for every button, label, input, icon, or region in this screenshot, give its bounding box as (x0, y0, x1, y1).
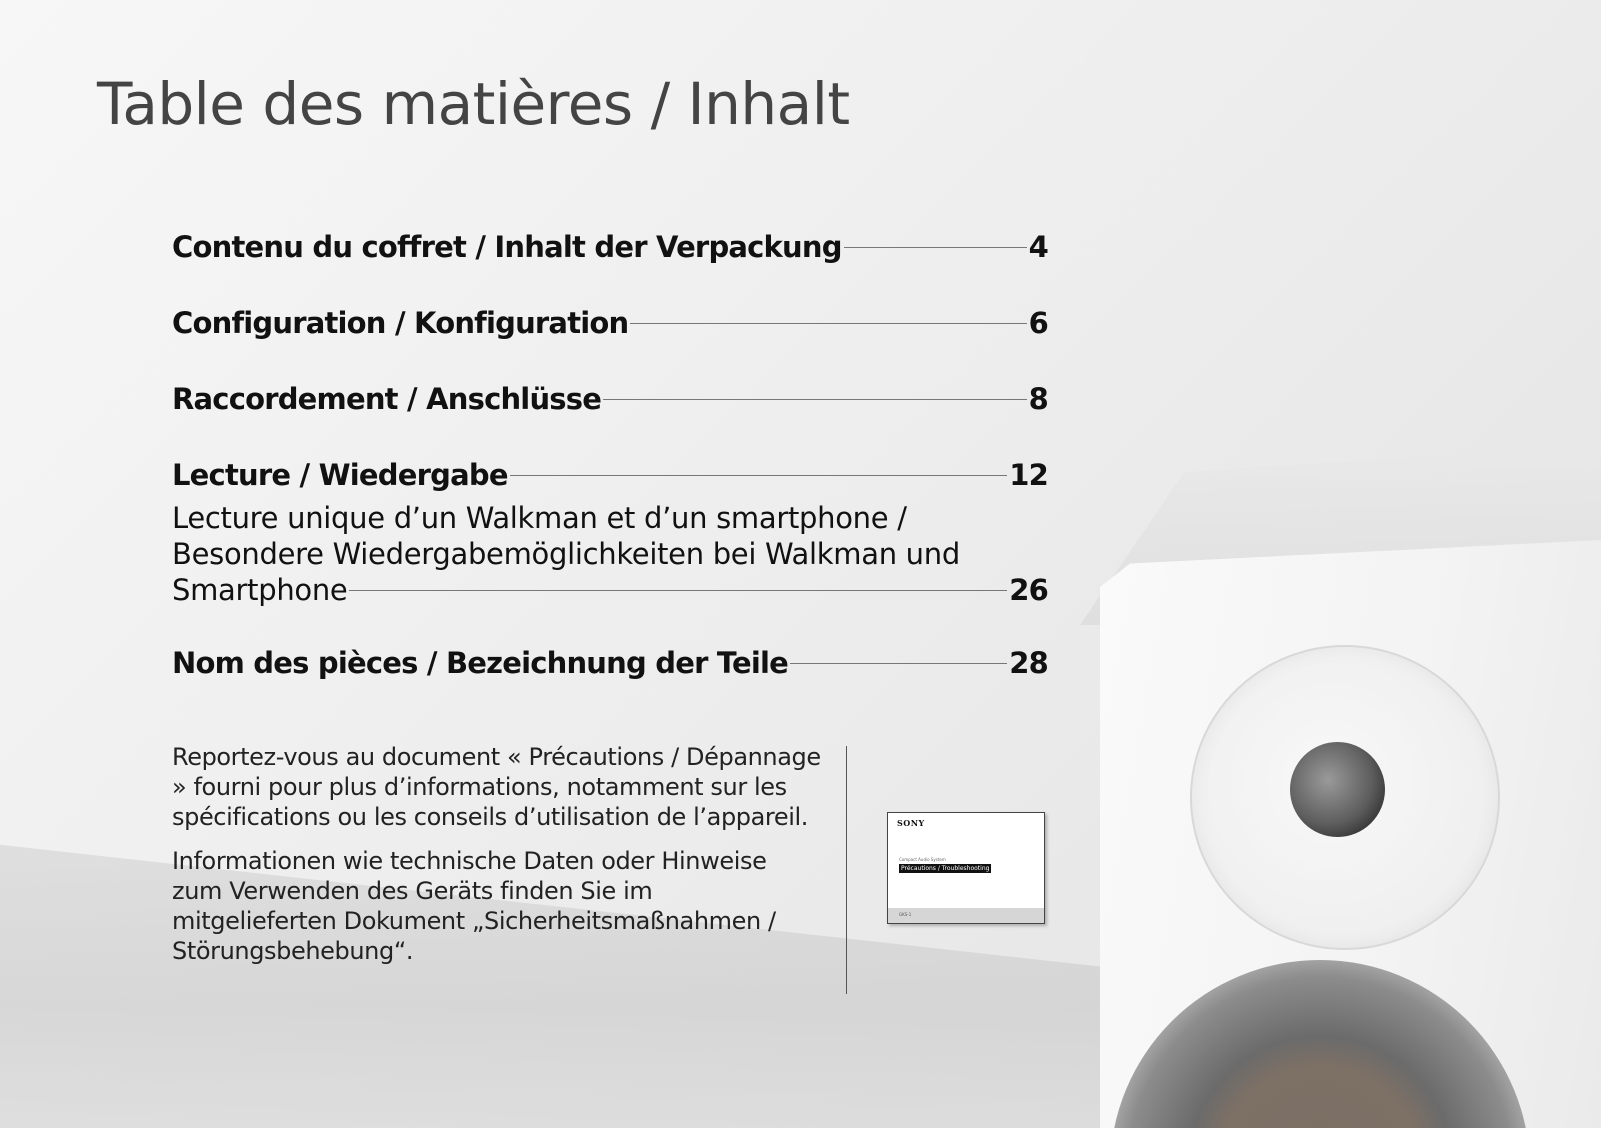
booklet-thumbnail (887, 812, 1045, 924)
page-title: Table des matières / Inhalt (97, 70, 850, 138)
toc-entry-page: 12 (1009, 458, 1048, 492)
toc-entry-label: Lecture / Wiedergabe (172, 458, 508, 492)
toc-entry-configuration[interactable] (172, 306, 1048, 352)
toc-leader (790, 663, 1007, 664)
toc-leader (844, 247, 1027, 248)
toc-entry-page: 6 (1028, 306, 1048, 340)
booklet-footer-text: GKS-1 (899, 912, 912, 917)
toc-leader (603, 399, 1027, 400)
toc-entry-playback[interactable] (172, 458, 1048, 504)
toc-entry-page: 26 (1009, 573, 1048, 607)
toc-subentry-line: Smartphone (172, 573, 348, 607)
speaker-tweeter (1290, 742, 1385, 837)
toc-entry-connections[interactable] (172, 382, 1048, 428)
vertical-divider (846, 746, 847, 994)
booklet-small-text: Compact Audio System (899, 857, 946, 862)
toc-entry-parts[interactable] (172, 646, 1048, 692)
toc-leader (630, 323, 1026, 324)
toc-subentry-line: Besondere Wiedergabemöglichkeiten bei Walkman und (172, 537, 960, 571)
toc-entry-label: Configuration / Konfiguration (172, 306, 629, 340)
toc-leader (349, 590, 1007, 591)
toc-entry-page: 4 (1028, 230, 1048, 264)
note-german: Informationen wie technische Daten oder Hinweise zum Verwenden des Geräts finden Sie im mitgelieferten Dokument „Sicherheitsmaßnahmen / Störungsbehebung“. (172, 847, 776, 965)
toc-entry-contents[interactable] (172, 230, 1048, 276)
toc-entry-label: Nom des pièces / Bezeichnung der Teile (172, 646, 789, 680)
note-french: Reportez-vous au document « Précautions / Dépannage » fourni pour plus d’informations, notamment sur les spécifications ou les conseils d’utilisation de l’appareil. (172, 743, 821, 831)
toc-entry-page: 8 (1028, 382, 1048, 416)
reference-note (172, 742, 822, 980)
toc-subentry-line: Lecture unique d’un Walkman et d’un smartphone / (172, 501, 907, 535)
table-of-contents (172, 230, 1048, 722)
booklet-brand: SONY (897, 818, 925, 828)
toc-entry-page: 28 (1009, 646, 1048, 680)
booklet-tag: Précautions / Troubleshooting (901, 865, 990, 872)
toc-entry-label: Raccordement / Anschlüsse (172, 382, 602, 416)
toc-leader (510, 475, 1008, 476)
booklet-footer (888, 908, 1044, 923)
toc-subentry-walkman[interactable] (172, 500, 1048, 608)
toc-entry-label: Contenu du coffret / Inhalt der Verpackung (172, 230, 842, 264)
